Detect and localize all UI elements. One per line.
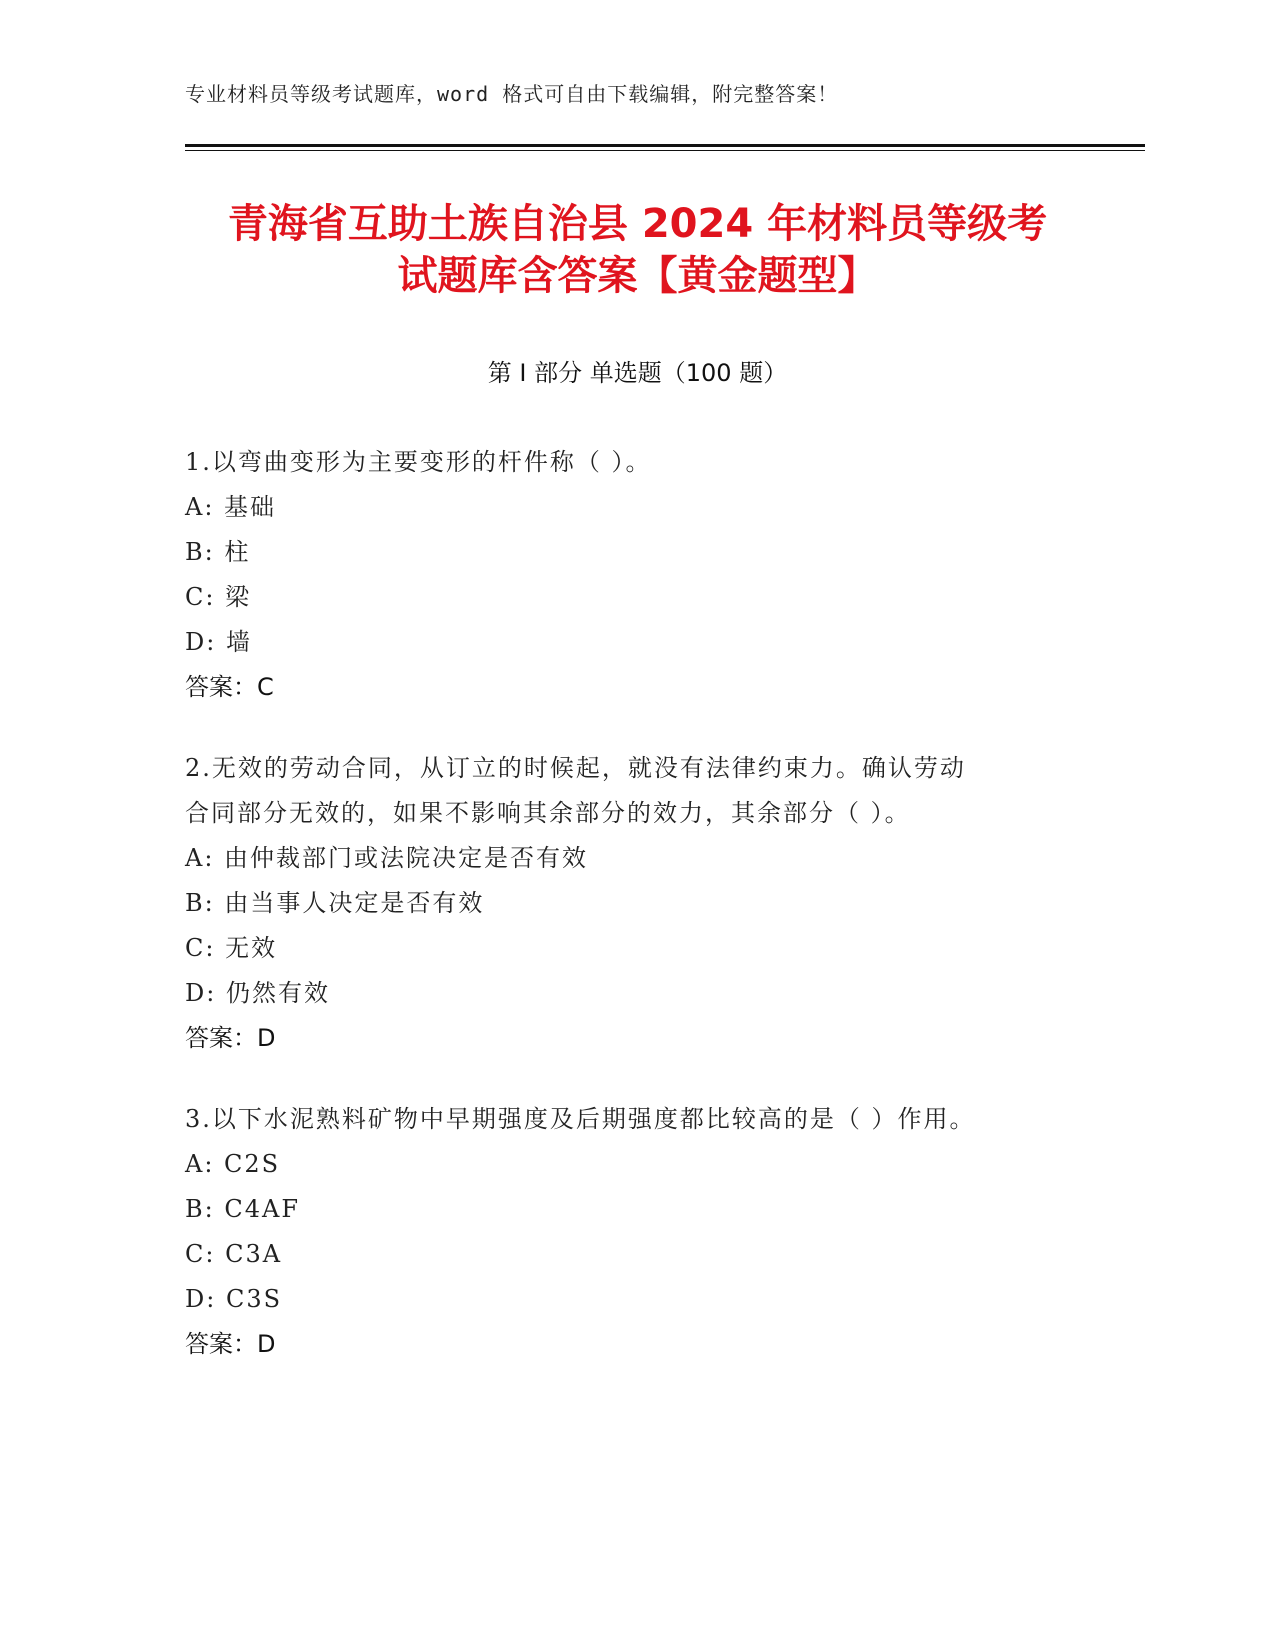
option-b: B: C4AF [185,1195,300,1223]
header-divider-thin [185,150,1145,151]
answer: 答案：D [185,1024,276,1052]
option-c: C: 无效 [185,934,278,962]
question-3 [185,1097,1085,1367]
option-a: A: 基础 [185,493,277,521]
question-stem: 2.无效的劳动合同，从订立的时候起，就没有法律约束力。确认劳动 [185,754,966,782]
option-c: C: 梁 [185,583,252,611]
option-a: A: 由仲裁部门或法院决定是否有效 [185,844,589,872]
option-b: B: 由当事人决定是否有效 [185,889,485,917]
title-line-1: 青海省互助土族自治县 2024 年材料员等级考 [227,201,1048,247]
section-title: 第 I 部分 单选题（100 题） [487,359,788,387]
option-d: D: C3S [185,1285,283,1313]
question-stem: 1.以弯曲变形为主要变形的杆件称（ ）。 [185,448,652,476]
answer: 答案：D [185,1330,276,1358]
option-c: C: C3A [185,1240,283,1268]
option-b: B: 柱 [185,538,251,566]
answer: 答案：C [185,673,274,701]
document-title [150,198,1125,302]
header-note: 专业材料员等级考试题库，word 格式可自由下载编辑，附完整答案！ [185,82,839,106]
title-line-2: 试题库含答案【黄金题型】 [397,253,878,299]
option-d: D: 墙 [185,628,252,656]
header-divider-thick [185,144,1145,147]
question-1 [185,440,1085,710]
question-stem-continued: 合同部分无效的，如果不影响其余部分的效力，其余部分（ ）。 [185,799,911,827]
question-stem: 3.以下水泥熟料矿物中早期强度及后期强度都比较高的是（ ）作用。 [185,1105,976,1133]
question-2 [185,746,1085,1061]
question-list [185,440,1085,1403]
option-a: A: C2S [185,1150,281,1178]
option-d: D: 仍然有效 [185,979,330,1007]
